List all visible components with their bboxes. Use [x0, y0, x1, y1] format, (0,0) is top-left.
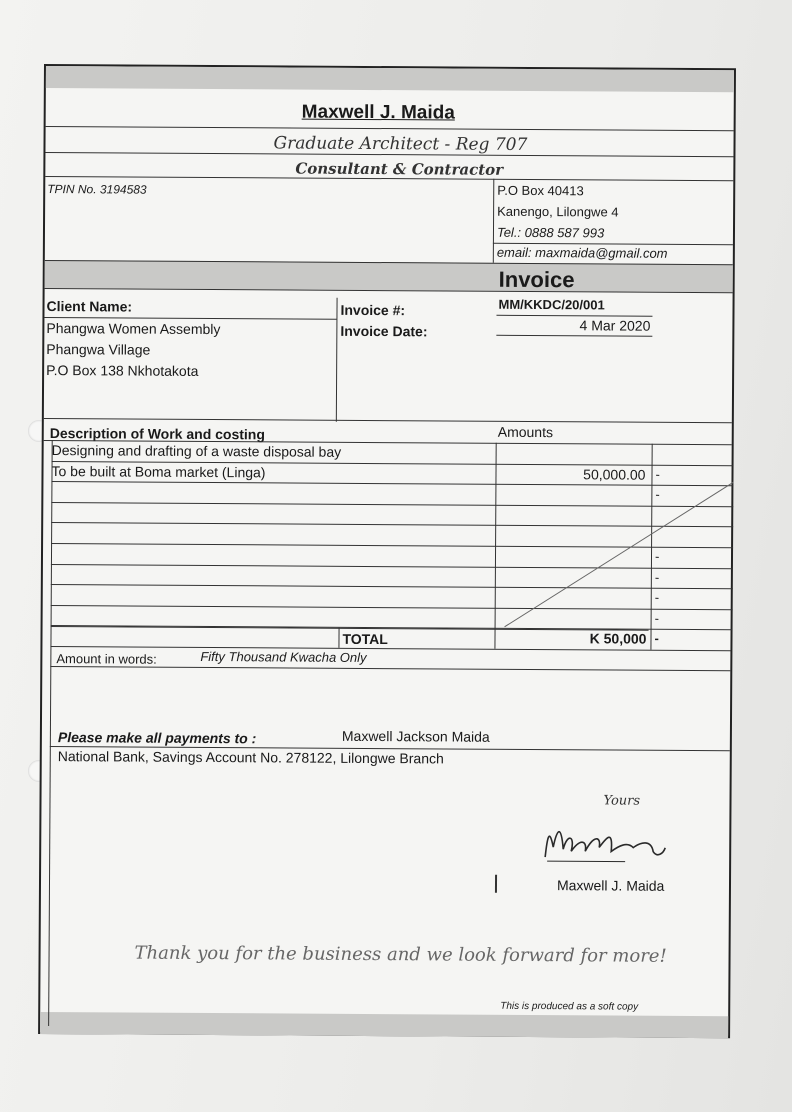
- payee-name: Maxwell Jackson Maida: [341, 727, 490, 745]
- signer-name: Maxwell J. Maida: [556, 877, 665, 894]
- top-band: [46, 66, 734, 92]
- invoice-date: 4 Mar 2020: [579, 317, 651, 334]
- table-row-cents: -: [654, 548, 660, 564]
- table-row-description: To be built at Boma market (Linga): [51, 462, 266, 480]
- amount-words-value: Fifty Thousand Kwacha Only: [200, 648, 367, 665]
- company-title: Graduate Architect - Reg 707: [273, 133, 528, 155]
- invoice-form: [38, 64, 736, 1038]
- address-tel: Tel.: 0888 587 993: [496, 224, 605, 241]
- invoice-band: [45, 260, 733, 292]
- signature: [541, 817, 671, 873]
- table-row-amount: [500, 445, 646, 446]
- closing-yours: Yours: [603, 793, 641, 809]
- address-box: P.O Box 40413: [497, 182, 584, 199]
- total-cents: -: [654, 630, 659, 646]
- strike-through-line: [495, 479, 736, 630]
- table-row-description: Designing and drafting of a waste disposal bay: [51, 442, 342, 460]
- invoice-number-label: Invoice #:: [340, 301, 406, 319]
- bottom-band: [40, 1012, 728, 1038]
- payment-label: Please make all payments to :: [57, 729, 257, 747]
- client-line-2: Phangwa Village: [46, 341, 151, 358]
- table-row-cents: -: [655, 486, 660, 502]
- tpin: TPIN No. 3194583: [47, 182, 147, 197]
- address-email: email: maxmaida@gmail.com: [496, 244, 668, 261]
- amount-words-label: Amount in words:: [56, 651, 157, 667]
- company-subtitle: Consultant & Contractor: [295, 159, 504, 179]
- total-label: TOTAL: [342, 630, 388, 648]
- signature-icon: [541, 817, 671, 868]
- soft-copy-note: This is produced as a soft copy: [500, 1000, 639, 1013]
- client-line-1: Phangwa Women Assembly: [46, 320, 221, 338]
- thank-you-note: Thank you for the business and we look forward for more!: [134, 942, 667, 967]
- table-row-cents: -: [654, 569, 660, 585]
- table-row-cents: -: [654, 610, 660, 626]
- company-name: Maxwell J. Maida: [301, 101, 455, 124]
- invoice-number: MM/KKDC/20/001: [498, 296, 605, 313]
- bank-details: National Bank, Savings Account No. 278122, Lilongwe Branch: [57, 748, 444, 767]
- document-title: Invoice: [498, 266, 575, 293]
- table-row-cents: -: [655, 466, 660, 482]
- address-city: Kanengo, Lilongwe 4: [497, 203, 619, 220]
- amounts-header: Amounts: [497, 423, 554, 441]
- table-row-cents: -: [654, 589, 660, 605]
- client-line-3: P.O Box 138 Nkhotakota: [46, 362, 199, 379]
- description-header: Description of Work and costing: [49, 425, 265, 443]
- invoice-date-label: Invoice Date:: [340, 322, 428, 340]
- total-value: K 50,000: [589, 630, 647, 647]
- client-label: Client Name:: [46, 298, 133, 315]
- table-row-amount: 50,000.00: [583, 465, 646, 483]
